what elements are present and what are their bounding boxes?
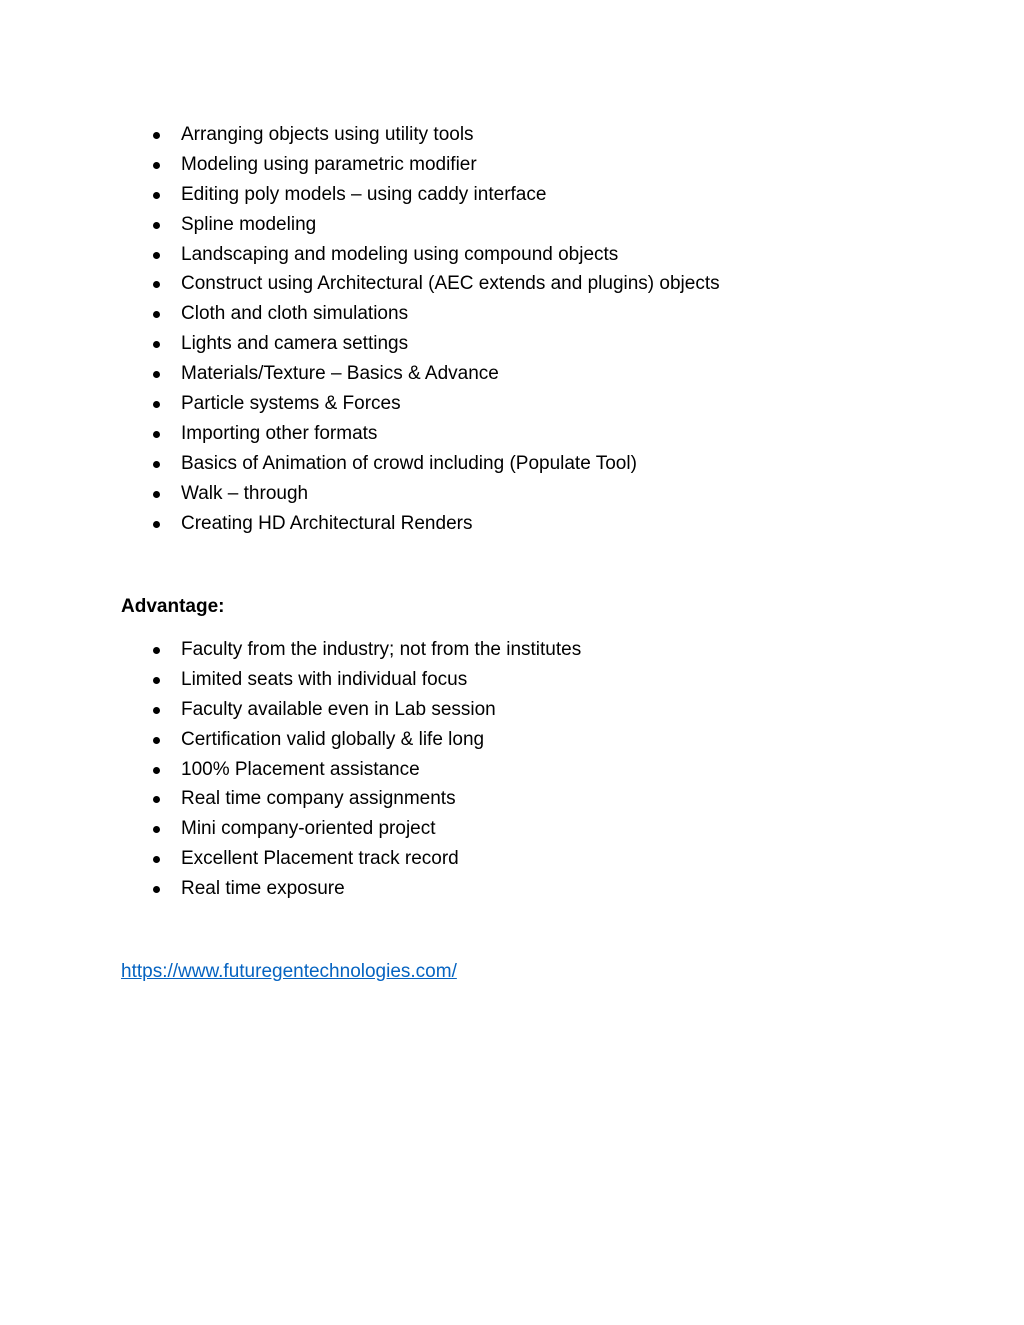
- advantage-heading: Advantage:: [121, 596, 225, 617]
- topic-text: Particle systems & Forces: [181, 393, 401, 415]
- topic-text: Creating HD Architectural Renders: [181, 512, 473, 534]
- bullet-icon: [153, 311, 160, 318]
- bullet-icon: [153, 767, 160, 774]
- list-item: [150, 419, 720, 449]
- topic-text: Walk – through: [181, 482, 309, 504]
- topics-list: [150, 120, 720, 538]
- advantage-text: Real time exposure: [181, 878, 345, 900]
- bullet-icon: [153, 252, 160, 259]
- list-item: [150, 329, 720, 359]
- list-item: [150, 755, 581, 785]
- advantage-text: Faculty from the industry; not from the institutes: [181, 639, 582, 660]
- list-item: [150, 210, 720, 240]
- list-item: [150, 725, 581, 755]
- advantage-text: 100% Placement assistance: [181, 758, 420, 780]
- list-item: [150, 814, 581, 844]
- list-item: [150, 359, 720, 389]
- advantage-text: Real time company assignments: [181, 788, 456, 810]
- list-item: [150, 389, 720, 419]
- topic-text: Materials/Texture – Basics & Advance: [181, 363, 499, 385]
- bullet-icon: [153, 222, 160, 229]
- bullet-icon: [153, 796, 160, 803]
- advantage-text: Certification valid globally & life long: [181, 728, 485, 750]
- bullet-icon: [153, 707, 160, 714]
- bullet-icon: [153, 491, 160, 498]
- list-item: [150, 449, 720, 479]
- topic-text: Importing other formats: [181, 422, 378, 444]
- topic-text: Construct using Architectural (AEC extends and plugins) objects: [181, 273, 720, 295]
- website-link[interactable]: https://www.futuregentechnologies.com/: [121, 961, 457, 982]
- bullet-icon: [153, 521, 160, 528]
- list-item: [150, 269, 720, 299]
- topic-text: Arranging objects using utility tools: [181, 124, 474, 145]
- advantages-list: [150, 635, 581, 904]
- bullet-icon: [153, 192, 160, 199]
- topic-text: Spline modeling: [181, 213, 317, 235]
- list-item: [150, 180, 720, 210]
- list-item: [150, 695, 581, 725]
- list-item: [150, 635, 581, 665]
- bullet-icon: [153, 461, 160, 468]
- list-item: [150, 299, 720, 329]
- bullet-icon: [153, 371, 160, 378]
- bullet-icon: [153, 647, 160, 654]
- bullet-icon: [153, 856, 160, 863]
- topic-text: Basics of Animation of crowd including (Populate Tool): [181, 452, 637, 474]
- topic-text: Cloth and cloth simulations: [181, 303, 409, 325]
- topic-text: Lights and camera settings: [181, 333, 409, 355]
- bullet-icon: [153, 826, 160, 833]
- list-item: [150, 479, 720, 509]
- advantage-text: Faculty available even in Lab session: [181, 698, 496, 720]
- topic-text: Editing poly models – using caddy interface: [181, 183, 547, 205]
- advantage-text: Mini company-oriented project: [181, 818, 436, 840]
- advantage-text: Limited seats with individual focus: [181, 668, 468, 690]
- bullet-icon: [153, 886, 160, 893]
- advantage-text: Excellent Placement track record: [181, 848, 459, 870]
- bullet-icon: [153, 281, 160, 288]
- list-item: [150, 874, 581, 904]
- bullet-icon: [153, 341, 160, 348]
- list-item: [150, 120, 720, 150]
- bullet-icon: [153, 431, 160, 438]
- bullet-icon: [153, 132, 160, 139]
- list-item: [150, 150, 720, 180]
- list-item: [150, 784, 581, 814]
- bullet-icon: [153, 737, 160, 744]
- topic-text: Landscaping and modeling using compound objects: [181, 243, 619, 265]
- list-item: [150, 509, 720, 539]
- topic-text: Modeling using parametric modifier: [181, 153, 477, 175]
- bullet-icon: [153, 677, 160, 684]
- bullet-icon: [153, 401, 160, 408]
- list-item: [150, 240, 720, 270]
- bullet-icon: [153, 162, 160, 169]
- list-item: [150, 665, 581, 695]
- list-item: [150, 844, 581, 874]
